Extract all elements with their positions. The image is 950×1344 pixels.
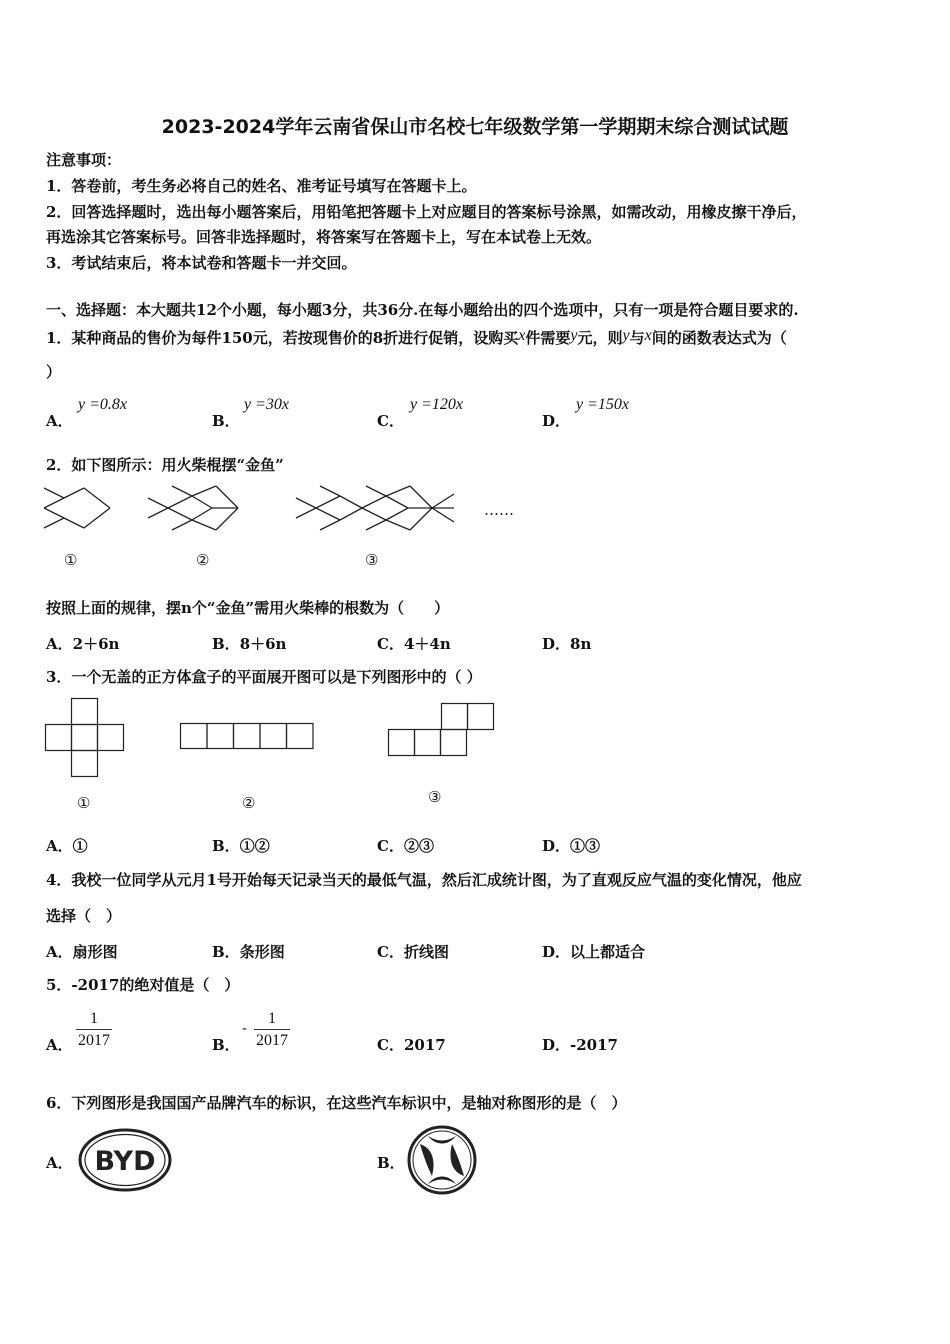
fraction-denominator: 2017: [76, 1029, 112, 1052]
q4-option-d[interactable]: D．以上都适合: [542, 943, 646, 961]
q5-option-d[interactable]: D．-2017: [542, 1036, 618, 1054]
q6-option-b-label[interactable]: B．: [377, 1154, 405, 1172]
fraction-numerator: 1: [90, 1010, 98, 1027]
q2-option-b[interactable]: B．8＋6n: [212, 635, 287, 653]
q5-option-b-fraction: [254, 1009, 290, 1052]
byd-logo: [78, 1128, 172, 1192]
notice-item-3: 3．考试结束后，将本试卷和答题卡一并交回。: [46, 254, 357, 272]
q2-option-c[interactable]: C．4＋4n: [377, 635, 451, 653]
dongfeng-logo: [406, 1124, 478, 1196]
q6-stem: 6．下列图形是我国国产品牌汽车的标识，在这些汽车标识中，是轴对称图形的是（ ）: [46, 1094, 627, 1112]
q1-option-c-label[interactable]: C．: [377, 412, 404, 430]
q5-stem: 5．-2017的绝对值是（ ）: [46, 976, 240, 994]
q3-figure-label-2: ②: [242, 794, 256, 812]
q4-option-c[interactable]: C．折线图: [377, 943, 449, 961]
q3-option-d[interactable]: D．①③: [542, 837, 601, 855]
q1-option-d-label[interactable]: D．: [542, 412, 571, 430]
q2-question: 按照上面的规律，摆n个“金鱼”需用火柴棒的根数为（ ）: [46, 599, 450, 617]
cube-net-figure-3: [388, 703, 496, 759]
section-1-header: 一、选择题：本大题共12个小题，每小题3分，共36分.在每小题给出的四个选项中，只有一项是符合题目要求的.: [46, 301, 799, 319]
q1-option-c: y =120x: [410, 396, 463, 413]
notice-heading: 注意事项：: [46, 151, 122, 169]
q2-figure-label-2: ②: [196, 551, 210, 569]
q5-option-a-fraction: [76, 1009, 112, 1052]
byd-logo-text: BYD: [94, 1146, 156, 1177]
fraction-numerator: 1: [268, 1010, 276, 1027]
q4-stem: 4．我校一位同学从元月1号开始每天记录当天的最低气温，然后汇成统计图，为了直观反应气温的变化情况，他应: [46, 871, 802, 889]
q1-option-b-label[interactable]: B．: [212, 412, 240, 430]
q1-option-d: y =150x: [576, 396, 629, 413]
q4-option-a[interactable]: A．扇形图: [46, 943, 118, 961]
q5-option-a-label[interactable]: A．: [46, 1036, 73, 1054]
cube-net-figure-2: [180, 723, 314, 751]
q3-figure-label-1: ①: [77, 794, 91, 812]
q2-ellipsis: ……: [484, 501, 514, 519]
q1-stem-end: ）: [46, 363, 62, 381]
q1-stem: 1．某种商品的售价为每件150元，若按现售价的8折进行促销，设购买x件需要y元，则y与x间的函数表达式为（: [46, 327, 787, 347]
notice-item-2-cont: 再选涂其它答案标号。回答非选择题时，将答案写在答题卡上，写在本试卷上无效。: [46, 228, 602, 246]
matchstick-fish-figure: [40, 484, 470, 544]
q2-option-a[interactable]: A．2＋6n: [46, 635, 120, 653]
q3-option-c[interactable]: C．②③: [377, 837, 434, 855]
notice-item-1: 1．答卷前，考生务必将自己的姓名、准考证号填写在答题卡上。: [46, 177, 477, 195]
q3-stem: 3．一个无盖的正方体盒子的平面展开图可以是下列图形中的（ ）: [46, 668, 482, 686]
q2-option-d[interactable]: D．8n: [542, 635, 592, 653]
q2-stem: 2．如下图所示：用火柴棍摆“金鱼”: [46, 456, 284, 474]
fraction-denominator: 2017: [254, 1029, 290, 1052]
q1-option-b: y =30x: [244, 396, 289, 413]
q4-option-b[interactable]: B．条形图: [212, 943, 285, 961]
q3-option-b[interactable]: B．①②: [212, 837, 270, 855]
fish-figure-1: [44, 488, 110, 528]
q3-option-a[interactable]: A．①: [46, 837, 88, 855]
q2-figure-label-1: ①: [64, 551, 78, 569]
q5-option-b-sign: -: [242, 1019, 248, 1037]
q1-option-a-label[interactable]: A．: [46, 412, 73, 430]
q5-option-b-label[interactable]: B．: [212, 1036, 240, 1054]
cube-net-figure-1: [45, 698, 127, 780]
fish-figure-3: [296, 486, 454, 530]
q2-figure-label-3: ③: [365, 551, 379, 569]
q5-option-c[interactable]: C．2017: [377, 1036, 446, 1054]
q3-figure-label-3: ③: [428, 788, 442, 806]
notice-item-2: 2．回答选择题时，选出每小题答案后，用铅笔把答题卡上对应题目的答案标号涂黑，如需改动，用橡皮擦干净后，: [46, 203, 807, 221]
fish-figure-2: [148, 486, 238, 530]
q4-stem-cont: 选择（ ）: [46, 907, 122, 925]
page-title: 2023-2024学年云南省保山市名校七年级数学第一学期期末综合测试试题: [161, 116, 789, 138]
q1-option-a: y =0.8x: [78, 396, 127, 413]
q6-option-a-label[interactable]: A．: [46, 1154, 73, 1172]
